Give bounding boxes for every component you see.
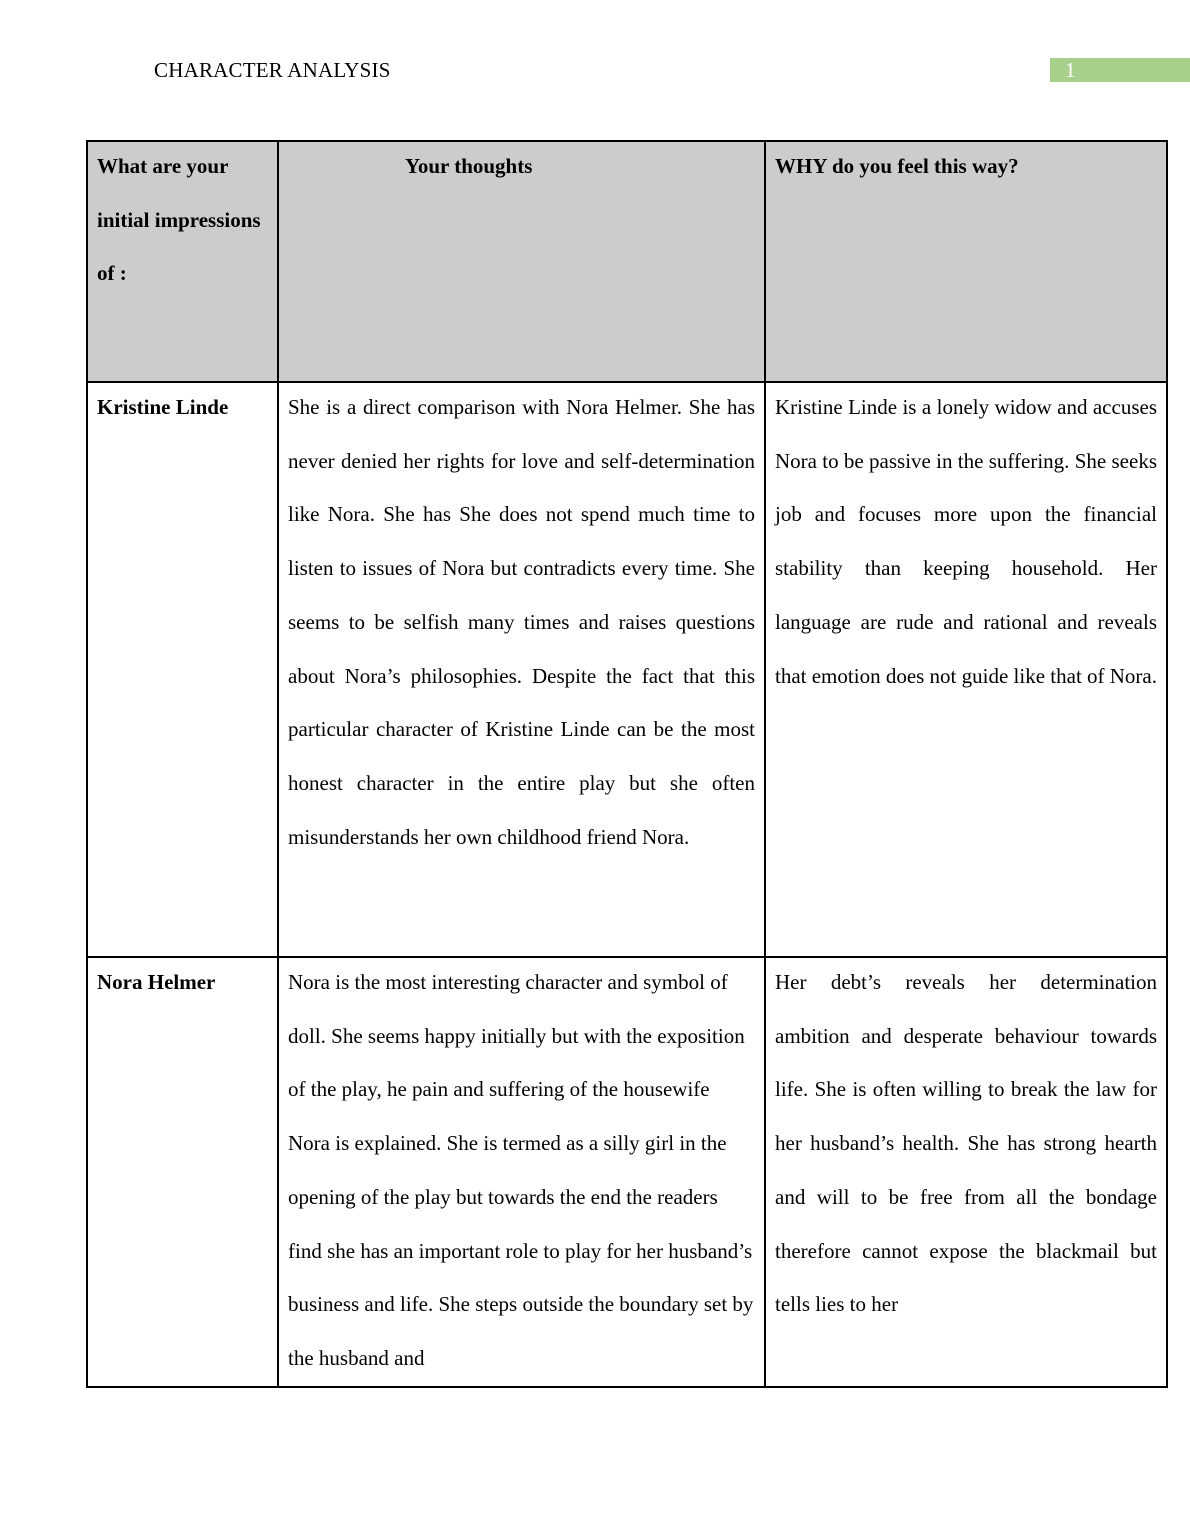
thoughts-text: Nora is the most interesting character and symbol of doll. She seems happy initially but with the exposition of the play, he pain and suffering of the housewife Nora is explained. She is termed as a silly girl in the opening of the play but towards the end the readers find she has an important role to play for her husband’s business and life. She steps outside the boundary set by the husband and xyxy=(288,970,754,1370)
table-row xyxy=(87,382,1167,957)
why-text: Her debt’s reveals her determination ambition and desperate behaviour towards life. She is often willing to break the law for her husband’s health. She has strong hearth and will to be free from all the bondage therefore cannot expose the blackmail but tells lies to her xyxy=(775,970,1157,1317)
character-name: Kristine Linde xyxy=(97,395,229,419)
table-header-row xyxy=(87,141,1167,382)
header-why xyxy=(765,141,1167,382)
thoughts-text: She is a direct comparison with Nora Helmer. She has never denied her rights for love and self-determination like Nora. She has She does not spend much time to listen to issues of Nora but contradicts every time. She seems to be selfish many times and raises questions about Nora’s philosophies. Despite the fact that this particular character of Kristine Linde can be the most honest character in the entire play but she often misunderstands her own childhood friend Nora. xyxy=(288,395,755,849)
table-row xyxy=(87,957,1167,1387)
header-thoughts xyxy=(278,141,765,382)
page-number: 1 xyxy=(1065,58,1076,82)
page-number-bar xyxy=(1050,58,1190,82)
character-name: Nora Helmer xyxy=(97,970,216,994)
header-impressions-text: What are your initial impressions of : xyxy=(97,154,261,286)
header-thoughts-text: Your thoughts xyxy=(405,154,533,178)
why-text: Kristine Linde is a lonely widow and accuses Nora to be passive in the suffering. She seeks job and focuses more upon the financial stability than keeping household. Her language are rude and rational and reveals that emotion does not guide like that of Nora. xyxy=(775,395,1157,688)
running-head: CHARACTER ANALYSIS xyxy=(154,58,391,82)
why-cell xyxy=(765,382,1167,957)
character-name-cell xyxy=(87,957,278,1387)
thoughts-cell xyxy=(278,382,765,957)
character-name-cell xyxy=(87,382,278,957)
thoughts-cell xyxy=(278,957,765,1387)
why-cell xyxy=(765,957,1167,1387)
header-why-text: WHY do you feel this way? xyxy=(775,154,1019,178)
header-impressions xyxy=(87,141,278,382)
character-analysis-table xyxy=(86,140,1168,1388)
